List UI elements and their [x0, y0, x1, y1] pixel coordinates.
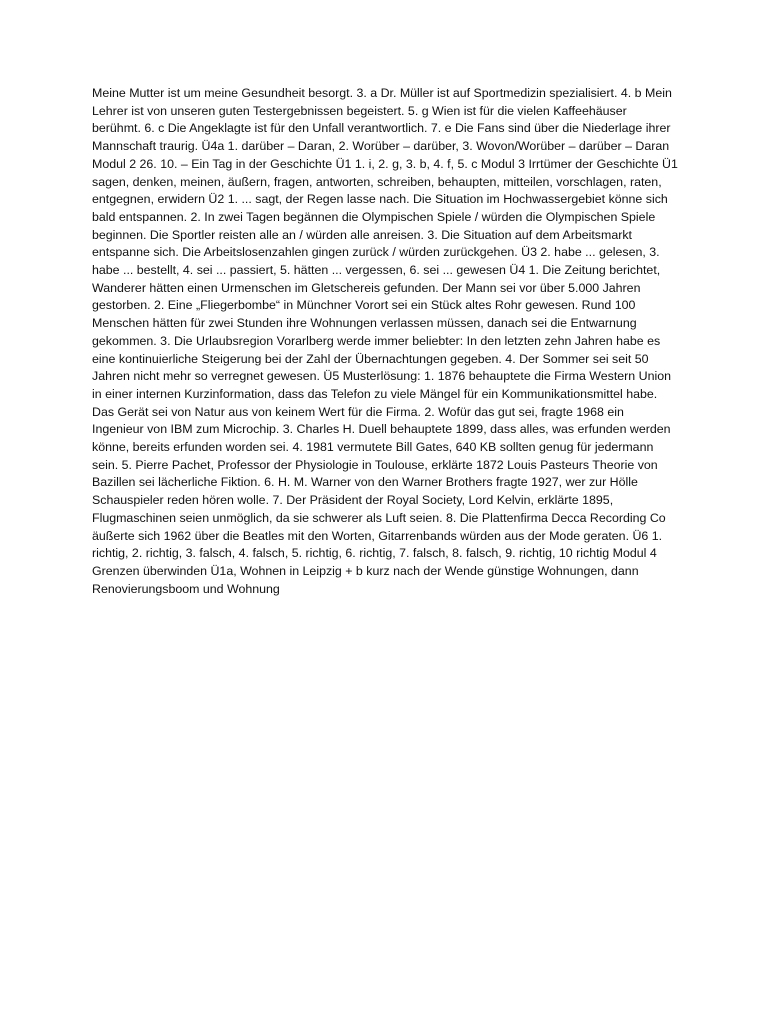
body-paragraph: Meine Mutter ist um meine Gesundheit besorgt. 3. a Dr. Müller ist auf Sportmedizin spezialisiert. 4. b Mein Lehrer ist von unseren guten Testergebnissen begeistert. 5. g Wien ist für die vielen Kaffeehäuser berühmt. 6. c Die Angeklagte ist für den Unfall verantwortlich. 7. e Die Fans sind über die Niederlage ihrer Mannschaft traurig. Ü4a 1. darüber – Daran, 2. Worüber – darüber, 3. Wovon/Worüber – darüber – Daran Modul 2 26. 10. – Ein Tag in der Geschichte Ü1 1. i, 2. g, 3. b, 4. f, 5. c Modul 3 Irrtümer der Geschichte Ü1 sagen, denken, meinen, äußern, fragen, antworten, schreiben, behaupten, mitteilen, vorschlagen, raten, entgegnen, erwidern Ü2 1. ... sagt, der Regen lasse nach. Die Situation im Hochwassergebiet könne sich bald entspannen. 2. In zwei Tagen begännen die Olympischen Spiele / würden die Olympischen Spiele beginnen. Die Sportler reisten alle an / würden alle anreisen. 3. Die Situation auf dem Arbeitsmarkt entspanne sich. Die Arbeitslosenzahlen gingen zurück / würden zurückgehen. Ü3 2. habe ... gelesen, 3. habe ... bestellt, 4. sei ... passiert, 5. hätten ... vergessen, 6. sei ... gewesen Ü4 1. Die Zeitung berichtet, Wanderer hätten einen Urmenschen im Gletschereis gefunden. Der Mann sei vor über 5.000 Jahren gestorben. 2. Eine „Fliegerbombe“ in Münchner Vorort sei ein Stück altes Rohr gewesen. Rund 100 Menschen hätten für zwei Stunden ihre Wohnungen verlassen müssen, danach sei die Entwarnung gekommen. 3. Die Urlaubsregion Vorarlberg werde immer beliebter: In den letzten zehn Jahren habe es eine kontinuierliche Steigerung bei der Zahl der Übernachtungen gegeben. 4. Der Sommer sei seit 50 Jahren nicht mehr so verregnet gewesen. Ü5 Musterlösung: 1. 1876 behauptete die Firma Western Union in einer internen Kurzinformation, dass das Telefon zu viele Mängel für ein Kommunikationsmittel habe. Das Gerät sei von Natur aus von keinem Wert für die Firma. 2. Wofür das gut sei, fragte 1968 ein Ingenieur von IBM zum Microchip. 3. Charles H. Duell behauptete 1899, dass alles, was erfunden werden könne, bereits erfunden worden sei. 4. 1981 vermutete Bill Gates, 640 KB sollten genug für jedermann sein. 5. Pierre Pachet, Professor der Physiologie in Toulouse, erklärte 1872 Louis Pasteurs Theorie von Bazillen sei lächerliche Fiktion. 6. H. M. Warner von den Warner Brothers fragte 1927, wer zur Hölle Schauspieler reden hören wolle. 7. Der Präsident der Royal Society, Lord Kelvin, erklärte 1895, Flugmaschinen seien unmöglich, da sie schwerer als Luft seien. 8. Die Plattenfirma Decca Recording Co äußerte sich 1962 über die Beatles mit den Worten, Gitarrenbands würden aus der Mode geraten. Ü6 1. richtig, 2. richtig, 3. falsch, 4. falsch, 5. richtig, 6. richtig, 7. falsch, 8. falsch, 9. richtig, 10 richtig Modul 4 Grenzen überwinden Ü1a, Wohnen in Leipzig + b kurz nach der Wende günstige Wohnungen, dann Renovierungsboom und Wohnung: [92, 86, 678, 596]
